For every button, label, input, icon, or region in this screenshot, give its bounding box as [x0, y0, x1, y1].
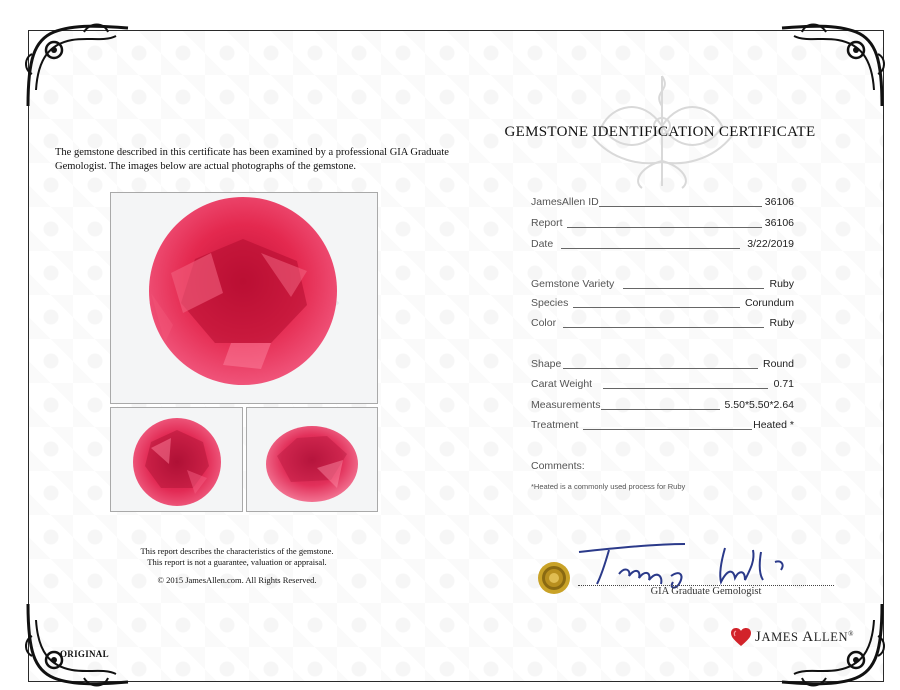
- field-value: 5.50*5.50*2.64: [724, 399, 794, 411]
- field-label: Carat Weight: [531, 378, 593, 390]
- original-mark: ORIGINAL: [60, 649, 109, 659]
- field-value: Ruby: [769, 278, 794, 290]
- field-underline: [567, 227, 762, 228]
- field-underline: [623, 288, 764, 289]
- field-value: 0.71: [773, 378, 794, 390]
- field-value: Ruby: [769, 317, 794, 329]
- field-underline: [583, 429, 752, 430]
- field-underline: [563, 368, 758, 369]
- field-value: Round: [763, 358, 794, 370]
- field-date: [531, 236, 794, 250]
- copyright: © 2015 JamesAllen.com. All Rights Reserved.: [157, 575, 317, 585]
- field-underline: [563, 327, 764, 328]
- brand-initial-a: A: [802, 628, 814, 645]
- field-label: Treatment: [531, 419, 579, 431]
- field-value: 36106: [764, 196, 794, 208]
- field-label: Date: [531, 238, 554, 250]
- comments-note: *Heated is a commonly used process for Ruby: [531, 482, 686, 491]
- field-label: Shape: [531, 358, 562, 370]
- certificate-title: GEMSTONE IDENTIFICATION CERTIFICATE: [504, 124, 816, 140]
- field-underline: [573, 307, 740, 308]
- field-carat-weight: [531, 376, 794, 390]
- field-underline: [599, 206, 762, 207]
- brand-initial-j: J: [755, 628, 762, 645]
- brand-text-ames: AMES: [761, 629, 803, 644]
- ornate-corner-bottom-left-icon: [24, 600, 134, 690]
- intro-text: The gemstone described in this certificate has been examined by a professional GIA Graduate Gemologist. The images below are actual photographs of the gemstone.: [55, 147, 449, 172]
- field-value: 3/22/2019: [747, 238, 794, 250]
- field-color: [531, 315, 794, 329]
- field-gemstone-variety: [531, 276, 794, 290]
- field-label: Gemstone Variety: [531, 278, 615, 290]
- field-label: Measurements: [531, 399, 601, 411]
- field-underline: [601, 409, 720, 410]
- field-label: Species: [531, 297, 569, 309]
- comments-label: Comments:: [531, 460, 585, 472]
- field-species: [531, 295, 794, 309]
- field-label: Report: [531, 217, 563, 229]
- disclaimer: [100, 546, 374, 567]
- gemstone-photo-main: [110, 192, 378, 404]
- signature-title: GIA Graduate Gemologist: [650, 586, 762, 597]
- ornate-corner-top-right-icon: [776, 20, 886, 110]
- brand-text-llen: LLEN: [813, 629, 849, 644]
- handwritten-signature: [575, 540, 805, 590]
- disclaimer-line-2: This report is not a guarantee, valuation or appraisal.: [147, 556, 327, 567]
- gemstone-photo-side: [246, 407, 378, 512]
- field-report: [531, 215, 794, 229]
- field-label: JamesAllen ID: [531, 196, 599, 208]
- field-jamesallen-id: [531, 194, 794, 208]
- field-underline: [603, 388, 768, 389]
- field-label: Color: [531, 317, 557, 329]
- disclaimer-line-1: This report describes the characteristics of the gemstone.: [140, 546, 334, 556]
- gold-seal-icon: [537, 561, 571, 595]
- field-shape: [531, 356, 794, 370]
- field-underline: [561, 248, 740, 249]
- brand-wordmark: [755, 629, 854, 646]
- heart-logo-icon: [730, 627, 752, 647]
- registered-mark: ®: [848, 629, 854, 638]
- ornate-corner-top-left-icon: [24, 20, 134, 110]
- james-allen-logo: [730, 626, 854, 648]
- field-value: Heated *: [753, 419, 794, 431]
- field-treatment: [531, 417, 794, 431]
- field-measurements: [531, 397, 794, 411]
- gemstone-photo-top: [110, 407, 243, 512]
- field-value: Corundum: [744, 297, 794, 309]
- field-value: 36106: [764, 217, 794, 229]
